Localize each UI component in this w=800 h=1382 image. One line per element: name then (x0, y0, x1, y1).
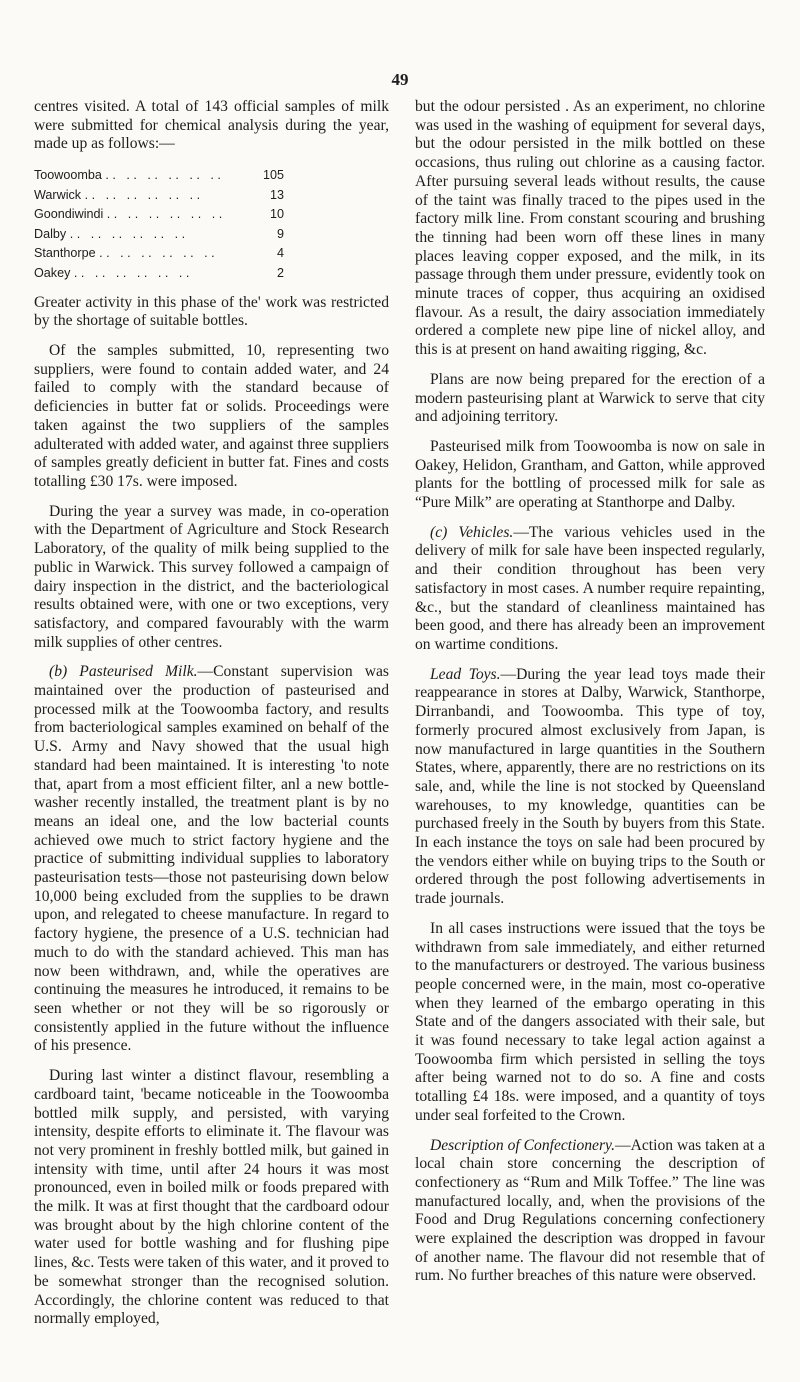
paragraph: Of the samples submitted, 10, representing two suppliers, were found to contain added water, and 24 failed to comply with the standard because of deficiencies in butter fat or solids. Proceedings were taken against the two suppliers of the samples adulterated with added water, and against three suppliers of samples greatly deficient in butter fat. Fines and costs totalling £30 17s. were imposed. (34, 342, 389, 490)
sample-count: 105 (262, 168, 284, 183)
sample-count: 2 (276, 266, 284, 281)
list-item (34, 186, 284, 206)
paragraph: In all cases instructions were issued that the toys be withdrawn from sale immediately, and either returned to the manufacturers or destroyed. The various business people concerned were, in the main, most co-operative when they learned of the embargo operating in this State and of the dangers associated with their sale, but it was found necessary to take legal action against a Toowoomba firm which persisted in selling the toys after being warned not to do so. A fine and costs totalling £4 18s. were imposed, and a quantity of toys under seal forfeited to the Crown. (415, 919, 765, 1124)
sample-town: Goondiwindi . . (34, 205, 254, 225)
sample-count: 13 (269, 187, 284, 202)
paragraph: During the year a survey was made, in co-operation with the Department of Agriculture and Stock Research Laboratory, of the quality of milk being supplied to the public in Warwick. This survey followed a campaign of dairy inspection in the district, and the bacteriological results obtained were, with one or two exceptions, very satisfactory, and compared favourably with the warm milk supplies of other centres. (34, 502, 389, 651)
list-item (34, 244, 284, 264)
list-item (34, 264, 284, 284)
section-heading: (b) Pasteurised Milk. (49, 663, 198, 681)
sample-town: Warwick . . (34, 186, 254, 206)
section-pasteurised-milk (34, 663, 389, 1056)
paragraph: Greater activity in this phase of the' work was restricted by the shortage of suitable bottles. (34, 293, 389, 330)
list-item (34, 166, 284, 186)
sample-town: Toowoomba . . (34, 166, 254, 186)
paragraph: but the odour persisted . As an experiment, no chlorine was used in the washing of equipment for several days, but the odour persisted in the milk bottled on these occasions, thus ruling out chlorine as a causing factor. After pursuing several leads without results, the cause of the taint was finally traced to the pipes used in the factory milk line. From constant scouring and brushing the tinning had been worn off these lines in many places leaving copper exposed, and the milk, in its passage through them under pressure, evidently took on minute traces of copper, thus acquiring an oxidised flavour. As a result, the dairy association immediately ordered a complete new pipe line of nickel alloy, and this is at present on hand awaiting rigging, &c. (415, 98, 765, 359)
section-confectionery (415, 1137, 765, 1287)
list-item (34, 225, 284, 245)
paragraph-text: —Action was taken at a local chain store concerning the description of confectionery as “Rum and Milk Toffee.” The line was manufactured locally, and, when the provisions of the Food and Drug Regulations concerning confectionery were explained the description was dropped in favour of another name. The flavour did not resemble that of rum. No further breaches of this nature were observed. (415, 1136, 765, 1285)
sample-town: Oakey . . (34, 264, 254, 284)
list-item (34, 205, 284, 225)
samples-list (34, 166, 389, 284)
right-column (415, 98, 765, 1297)
intro-paragraph: centres visited. A total of 143 official samples of milk were submitted for chemical analysis during the year, made up as follows:— (34, 98, 389, 153)
sample-count: 9 (276, 226, 284, 241)
paragraph-text: —Constant supervision was maintained over the production of pasteurised and processed milk at the Toowoomba factory, and results from bacteriological samples examined on behalf of the U.S. Army and Navy showed that the usual high standard had been maintained. It is interesting 'to note that, apart from a most efficient filter, anl a new bottle-washer recently installed, the treatment plant is by no means an ideal one, and the low bacterial counts achieved owe much to strict factory hygiene and the practice of submitting individual supplies to laboratory pasteurisation tests—those not pasteurising down below 10,000 being excluded from the supplies to be drawn upon, and relegated to cheese manufacture. In regard to factory hygiene, the presence of a U.S. technician had much to do with the standard achieved. This man has now been withdrawn, and, while the operatives are continuing the measures he introduced, it remains to be seen whether or not they will be so rigorously or consistently applied in the future without the influence of his presence. (34, 663, 389, 1055)
sample-town: Dalby . . (34, 225, 254, 245)
section-heading: Description of Confectionery. (430, 1136, 616, 1154)
paragraph: Plans are now being prepared for the erection of a modern pasteurising plant at Warwick to serve that city and adjoining territory. (415, 370, 765, 426)
left-column (34, 98, 389, 1340)
section-heading: Lead Toys. (430, 665, 501, 683)
paragraph: During last winter a distinct flavour, resembling a cardboard taint, 'became noticeable in the Toowoomba bottled milk supply, and persisted, with varying intensity, despite efforts to eliminate it. The flavour was not very prominent in freshly bottled milk, but gained in intensity with time, until after 24 hours it was most pronounced, even in boiled milk or foods prepared with the milk. It was at first thought that the cardboard odour was brought about by the high chlorine content of the water used for bottle washing and for flushing pipe lines, &c. Tests were taken of this water, and it proved to be somewhat stronger than the recognised solution. Accordingly, the chlorine content was reduced to that normally employed, (34, 1067, 389, 1328)
paragraph: Pasteurised milk from Toowoomba is now on sale in Oakey, Helidon, Grantham, and Gatton, while approved plants for the bottling of processed milk for sale as “Pure Milk” are operating at Stanthorpe and Dalby. (415, 437, 765, 512)
section-vehicles (415, 524, 765, 655)
section-heading: (c) Vehicles. (430, 523, 514, 541)
section-lead-toys (415, 666, 765, 909)
sample-count: 4 (276, 246, 284, 261)
paragraph-text: —The various vehicles used in the delivery of milk for sale have been inspected regularly, and their condition throughout has been very satisfactory in most cases. A number require repainting, &c., but the standard of cleanliness maintained has been good, and there has already been an improvement on wartime conditions. (415, 523, 765, 653)
paragraph-text: —During the year lead toys made their reappearance in stores at Dalby, Warwick, Stanthorpe, Dirranbandi, and Toowoomba. This type of toy, formerly procured almost exclusively from Japan, is now manufactured in large quantities in the Southern States, where, apparently, there are no restrictions on its sale, and, while the line is not stocked by Queensland warehouses, to my knowledge, quantities can be purchased freely in the South by buyers from this State. In each instance the toys on sale had been procured by the vendors either while on buying trips to the South or ordered through the post following advertisements in trade journals. (415, 665, 765, 908)
sample-count: 10 (269, 207, 284, 222)
sample-town: Stanthorpe . . (34, 244, 254, 264)
page-number: 49 (391, 70, 409, 89)
